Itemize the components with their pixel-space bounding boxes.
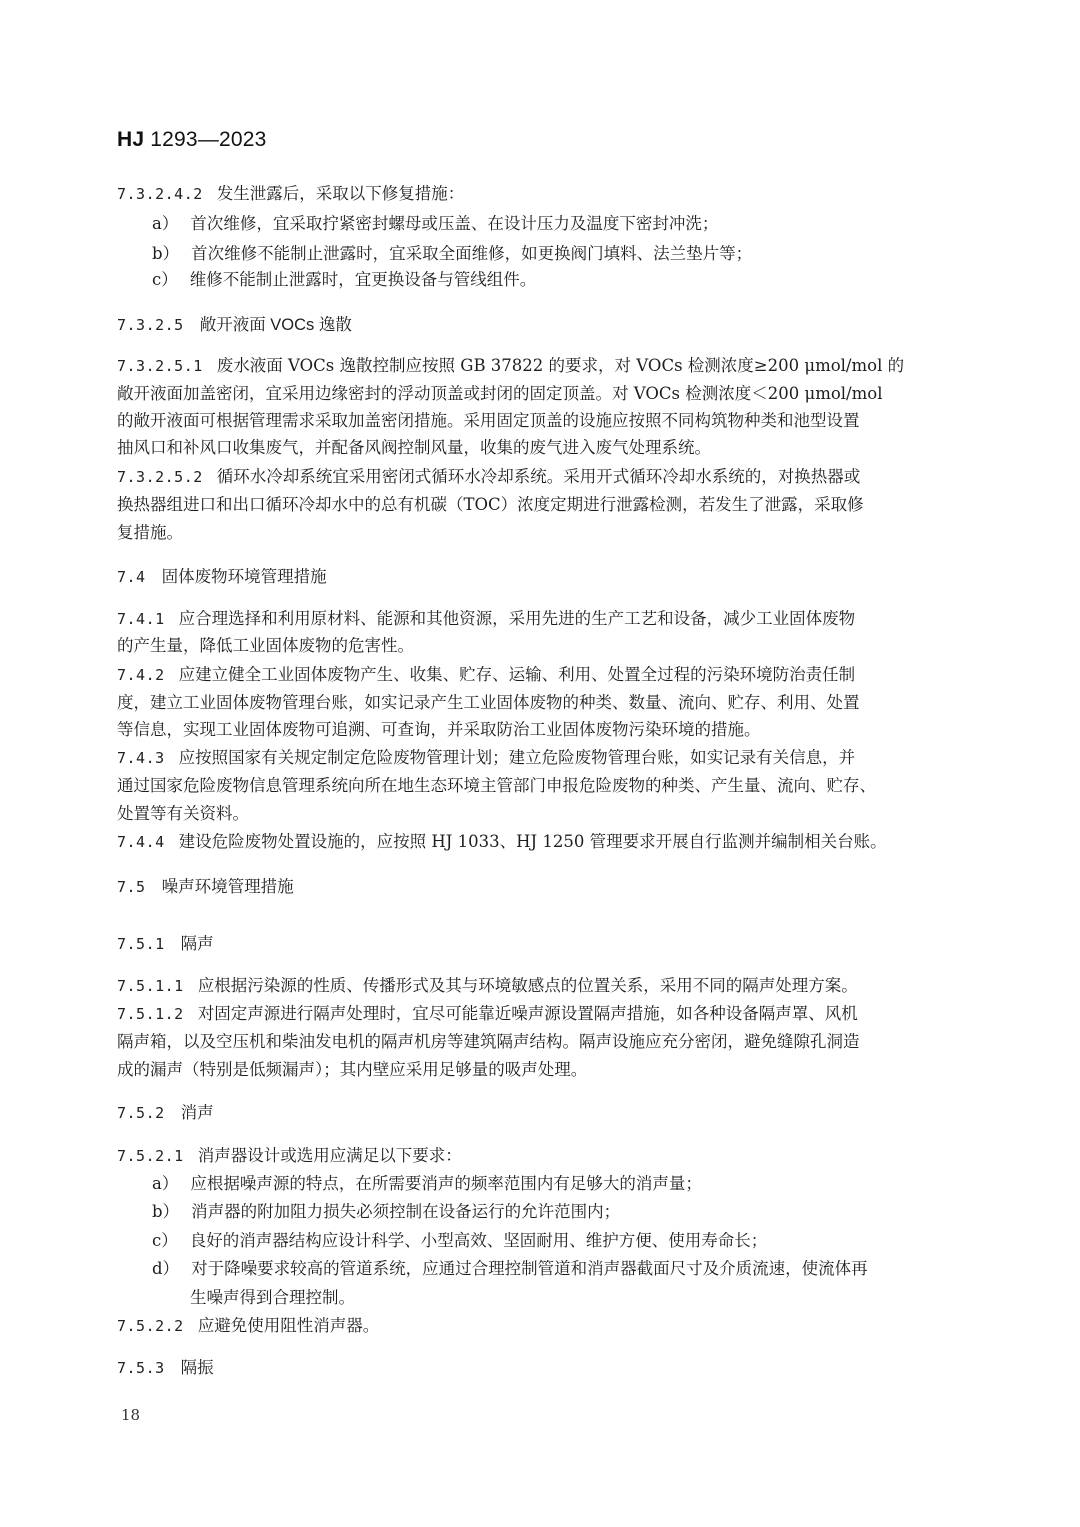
clause-text-line: 等信息，实现工业固体废物可追溯、可查询，并采取防治工业固体废物污染环境的措施。 xyxy=(117,720,761,739)
list-marker: a） xyxy=(152,214,179,233)
list-item-text: 首次维修不能制止泄露时，宜采取全面维修，如更换阀门填料、法兰垫片等； xyxy=(191,244,753,263)
section-heading-7-5-3 xyxy=(117,1358,967,1378)
list-item xyxy=(152,244,967,264)
list-item xyxy=(152,214,967,234)
list-item-text: 维修不能制止泄露时，宜更换设备与管线组件。 xyxy=(189,270,537,289)
clause-text: 对固定声源进行隔声处理时，宜尽可能靠近噪声源设置隔声措施，如各种设备隔声罩、风机 xyxy=(197,1004,858,1023)
list-item xyxy=(152,1231,967,1251)
list-item-text: 消声器的附加阻力损失必须控制在设备运行的允许范围内； xyxy=(191,1202,621,1221)
heading-title: 敞开液面 VOCs 逸散 xyxy=(199,316,352,334)
clause-text: 消声器设计或选用应满足以下要求： xyxy=(197,1146,462,1165)
heading-number: 7.5.2 xyxy=(117,1104,165,1122)
clause-7-4-1 xyxy=(117,609,967,629)
clause-number: 7.4.3 xyxy=(117,749,165,767)
clause-number: 7.3.2.4.2 xyxy=(117,185,203,203)
heading-number: 7.5.1 xyxy=(117,935,165,953)
clause-number: 7.4.2 xyxy=(117,666,165,684)
clause-7-5-2-1 xyxy=(117,1146,967,1166)
section-heading-7-3-2-5 xyxy=(117,315,967,335)
clause-7-4-3 xyxy=(117,748,967,768)
page-number: 18 xyxy=(121,1406,141,1424)
heading-title: 隔振 xyxy=(180,1359,214,1377)
heading-number: 7.5 xyxy=(117,878,146,896)
clause-text-line: 抽风口和补风口收集废气，并配备风阀控制风量，收集的废气进入废气处理系统。 xyxy=(117,438,711,457)
list-item xyxy=(152,1259,967,1279)
clause-text-line: 复措施。 xyxy=(117,523,183,542)
heading-number: 7.4 xyxy=(117,568,146,586)
clause-text-line: 换热器组进口和出口循环冷却水中的总有机碳（TOC）浓度定期进行泄露检测，若发生了泄露，采取修 xyxy=(117,495,864,514)
clause-text-line: 处置等有关资料。 xyxy=(117,804,249,823)
clause-number: 7.4.4 xyxy=(117,833,165,851)
list-marker: b） xyxy=(152,244,180,263)
clause-text-line: 敞开液面加盖密闭，宜采用边缘密封的浮动顶盖或封闭的固定顶盖。对 VOCs 检测浓度＜200 μmol/mol xyxy=(117,384,883,403)
heading-title: 固体废物环境管理措施 xyxy=(161,568,327,586)
list-item-text: 对于降噪要求较高的管道系统，应通过合理控制管道和消声器截面尺寸及介质流速，使流体再 xyxy=(191,1259,868,1278)
clause-7-4-2 xyxy=(117,665,967,685)
list-item-continuation: 生噪声得到合理控制。 xyxy=(190,1288,355,1307)
clause-text: 发生泄露后，采取以下修复措施： xyxy=(216,184,465,203)
clause-text-line: 隔声箱，以及空压机和柴油发电机的隔声机房等建筑隔声结构。隔声设施应充分密闭，避免缝隙孔洞造 xyxy=(117,1032,860,1051)
clause-number: 7.5.1.2 xyxy=(117,1005,184,1023)
clause-number: 7.3.2.5.1 xyxy=(117,357,203,375)
heading-title: 噪声环境管理措施 xyxy=(161,878,294,896)
list-item xyxy=(152,1202,967,1222)
list-marker: b） xyxy=(152,1202,180,1221)
clause-text-line: 的敞开液面可根据管理需求采取加盖密闭措施。采用固定顶盖的设施应按照不同构筑物种类和池型设置 xyxy=(117,411,860,430)
section-heading-7-5 xyxy=(117,877,967,897)
clause-text: 应避免使用阻性消声器。 xyxy=(197,1316,380,1335)
clause-number: 7.5.1.1 xyxy=(117,977,184,995)
clause-7-3-2-5-2 xyxy=(117,467,967,487)
clause-text-line: 度，建立工业固体废物管理台账，如实记录产生工业固体废物的种类、数量、流向、贮存、利用、处置 xyxy=(117,693,860,712)
standard-header xyxy=(117,128,267,152)
clause-number: 7.3.2.5.2 xyxy=(117,468,203,486)
list-marker: a） xyxy=(152,1174,179,1193)
clause-text-line: 成的漏声（特别是低频漏声）；其内壁应采用足够量的吸声处理。 xyxy=(117,1060,588,1079)
clause-text: 应建立健全工业固体废物产生、收集、贮存、运输、利用、处置全过程的污染环境防治责任制 xyxy=(178,665,856,684)
standard-code: HJ xyxy=(117,128,145,151)
clause-7-3-2-5-1 xyxy=(117,356,967,376)
clause-text: 应按照国家有关规定制定危险废物管理计划；建立危险废物管理台账，如实记录有关信息，并 xyxy=(178,748,856,767)
heading-title: 隔声 xyxy=(180,935,214,953)
clause-7-4-4 xyxy=(117,832,967,852)
clause-text: 应根据污染源的性质、传播形式及其与环境敏感点的位置关系，采用不同的隔声处理方案。 xyxy=(197,976,858,995)
clause-text: 废水液面 VOCs 逸散控制应按照 GB 37822 的要求，对 VOCs 检测浓度≥200 μmol/mol 的 xyxy=(216,356,905,375)
section-heading-7-5-2 xyxy=(117,1103,967,1123)
clause-text-line: 的产生量，降低工业固体废物的危害性。 xyxy=(117,636,414,655)
clause-text: 建设危险废物处置设施的，应按照 HJ 1033、HJ 1250 管理要求开展自行监测并编制相关台账。 xyxy=(178,832,887,851)
list-item xyxy=(152,1174,967,1194)
clause-text: 循环水冷却系统宜采用密闭式循环水冷却系统。采用开式循环冷却水系统的，对换热器或 xyxy=(216,467,861,486)
section-heading-7-5-1 xyxy=(117,934,967,954)
list-item-text: 应根据噪声源的特点，在所需要消声的频率范围内有足够大的消声量； xyxy=(190,1174,702,1193)
clause-number: 7.5.2.2 xyxy=(117,1317,184,1335)
clause-7-5-1-1 xyxy=(117,976,967,996)
section-heading-7-4 xyxy=(117,567,967,587)
list-marker: c） xyxy=(152,1231,178,1250)
clause-text-line: 通过国家危险废物信息管理系统向所在地生态环境主管部门申报危险废物的种类、产生量、流向、贮存、 xyxy=(117,776,876,795)
list-marker: d） xyxy=(152,1259,180,1278)
list-item-text: 良好的消声器结构应设计科学、小型高效、坚固耐用、维护方便、使用寿命长； xyxy=(189,1231,768,1250)
clause-number: 7.5.2.1 xyxy=(117,1147,184,1165)
heading-number: 7.5.3 xyxy=(117,1359,165,1377)
heading-title: 消声 xyxy=(180,1104,214,1122)
list-marker: c） xyxy=(152,270,178,289)
list-item-text: 首次维修，宜采取拧紧密封螺母或压盖、在设计压力及温度下密封冲洗； xyxy=(190,214,719,233)
list-item xyxy=(152,270,967,290)
clause-7-3-2-4-2 xyxy=(117,184,967,204)
clause-number: 7.4.1 xyxy=(117,610,165,628)
clause-7-5-2-2 xyxy=(117,1316,967,1336)
clause-7-5-1-2 xyxy=(117,1004,967,1024)
standard-number: 1293—2023 xyxy=(150,128,267,151)
heading-number: 7.3.2.5 xyxy=(117,316,184,334)
clause-text: 应合理选择和利用原材料、能源和其他资源，采用先进的生产工艺和设备，减少工业固体废物 xyxy=(178,609,856,628)
